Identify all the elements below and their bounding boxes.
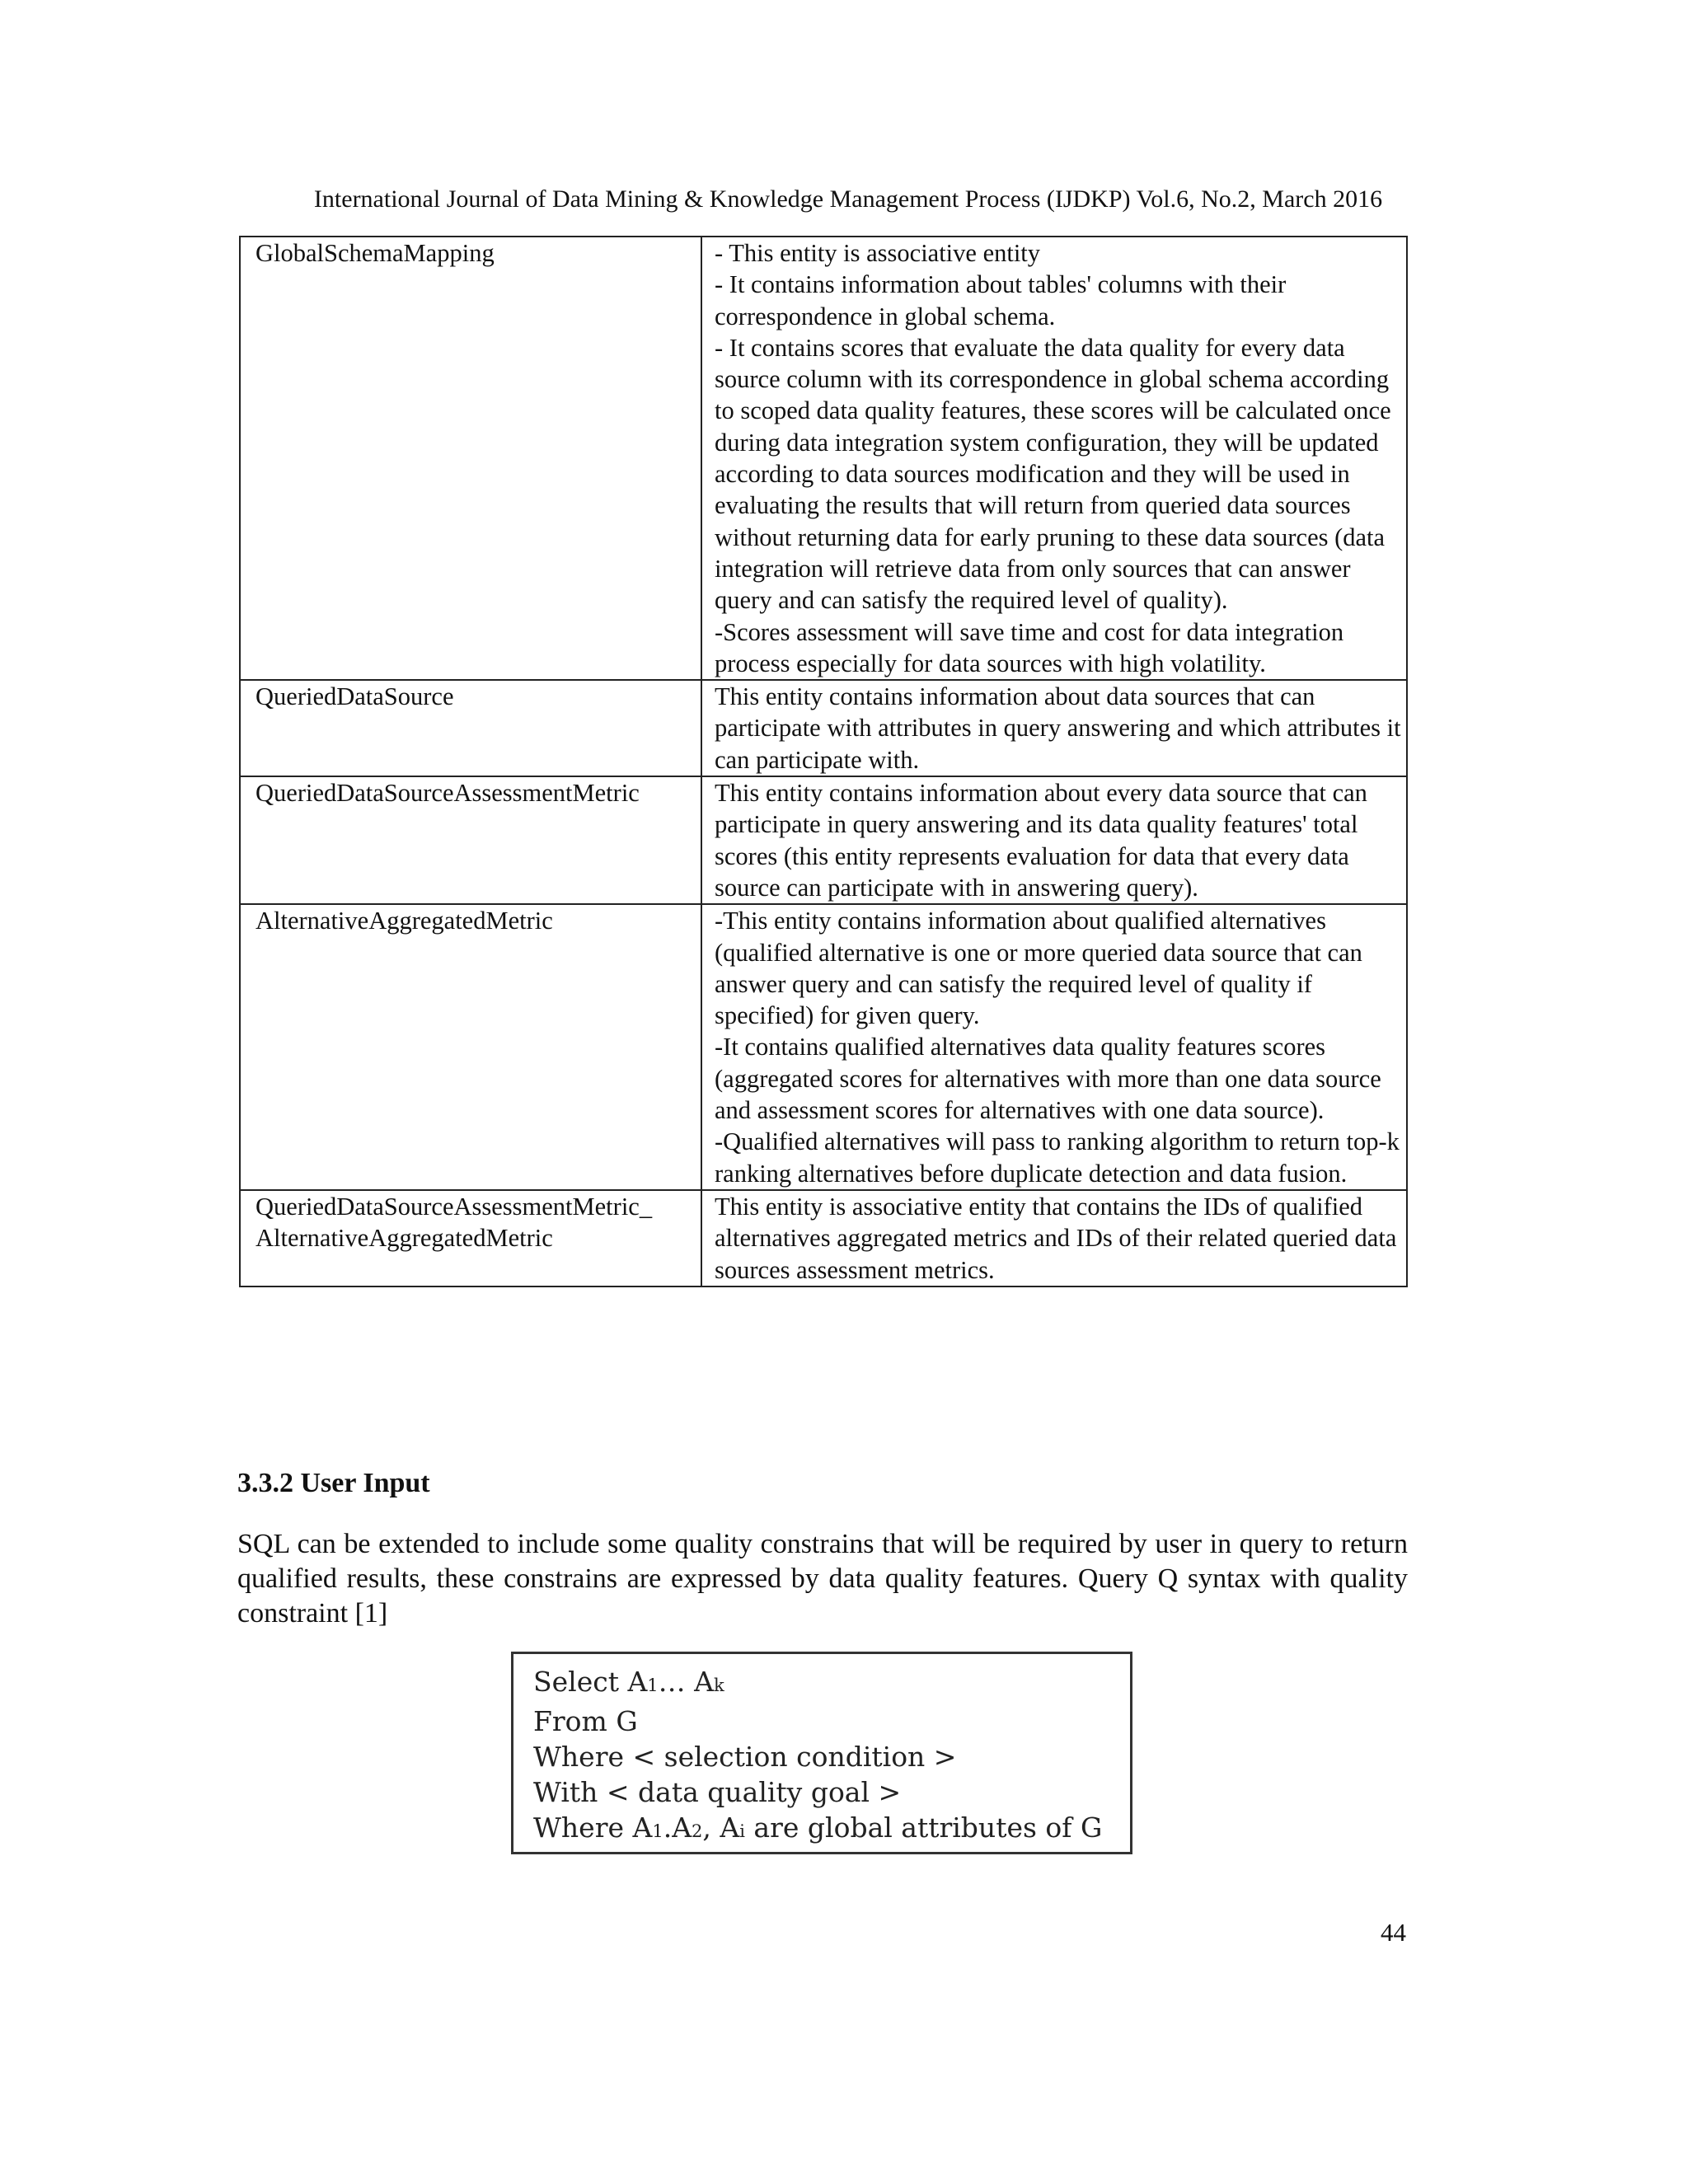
- entity-name-cell: QueriedDataSource: [240, 680, 701, 776]
- entity-name-cell: GlobalSchemaMapping: [240, 237, 701, 680]
- table-row: [240, 904, 1407, 1190]
- section-heading: 3.3.2 User Input: [237, 1468, 430, 1498]
- description-line: -Qualified alternatives will pass to ranking algorithm to return top-k ranking alternatives before duplicate detection and data fusion.: [715, 1127, 1400, 1188]
- table-row: [240, 1190, 1407, 1286]
- entity-description-cell: [701, 776, 1407, 904]
- body-paragraph: SQL can be extended to include some quality constrains that will be required by user in query to return qualified results, these constrains are expressed by data quality features. Query Q syntax with quality constraint [1]: [237, 1529, 1408, 1629]
- query-line-where: Where < selection condition >: [533, 1741, 957, 1773]
- entity-name-cell: QueriedDataSourceAssessmentMetric_ AlternativeAggregatedMetric: [240, 1190, 701, 1286]
- description-line: This entity contains information about data sources that can participate with attributes in query answering and which attributes it can participate with.: [715, 682, 1401, 774]
- query-syntax-box: [511, 1652, 1132, 1854]
- entity-name-cell: QueriedDataSourceAssessmentMetric: [240, 776, 701, 904]
- running-header: International Journal of Data Mining & Knowledge Management Process (IJDKP) Vol.6, No.2, March 2016: [313, 185, 1383, 213]
- table-row: [240, 680, 1407, 776]
- description-line: This entity contains information about every data source that can participate in query answering and its data quality features' total scores (this entity represents evaluation for data that every data source can participate with in answering query).: [715, 779, 1367, 902]
- query-line-select: Select A1… Ak: [533, 1666, 724, 1698]
- entity-description-cell: [701, 904, 1407, 1190]
- description-line: This entity is associative entity that contains the IDs of qualified alternatives aggregated metrics and IDs of their related queried data sources assessment metrics.: [715, 1192, 1397, 1284]
- description-line: -It contains qualified alternatives data quality features scores (aggregated scores for alternatives with more than one data source and assessment scores for alternatives with one data source).: [715, 1033, 1381, 1125]
- entity-table: [239, 236, 1408, 1287]
- page-number: 44: [1381, 1918, 1406, 1947]
- table-row: [240, 776, 1407, 904]
- entity-description-cell: [701, 680, 1407, 776]
- query-line-with: With < data quality goal >: [533, 1776, 902, 1808]
- query-line-from: From G: [533, 1705, 638, 1737]
- table-row: [240, 237, 1407, 680]
- description-line: -Scores assessment will save time and cost for data integration process especially for data sources with high volatility.: [715, 617, 1344, 677]
- description-line: - It contains information about tables' columns with their correspondence in global schema.: [715, 270, 1287, 330]
- entity-description-cell: [701, 237, 1407, 680]
- query-line-attributes: Where A1.A2, Ai are global attributes of G: [533, 1811, 1103, 1844]
- entity-description-cell: [701, 1190, 1407, 1286]
- entity-name-cell: AlternativeAggregatedMetric: [240, 904, 701, 1190]
- description-line: - This entity is associative entity: [715, 239, 1041, 267]
- description-line: -This entity contains information about qualified alternatives (qualified alternative is one or more queried data source that can answer query and can satisfy the required level of quality if specified) for given query.: [715, 907, 1362, 1030]
- description-line: - It contains scores that evaluate the data quality for every data source column with its correspondence in global schema according to scoped data quality features, these scores will be calculated once during data integration system configuration, they will be updated according to data sources modification and they will be used in evaluating the results that will return from queried data sources without returning data for early pruning to these data sources (data integration will retrieve data from only sources that can answer query and can satisfy the required level of quality).: [715, 333, 1391, 615]
